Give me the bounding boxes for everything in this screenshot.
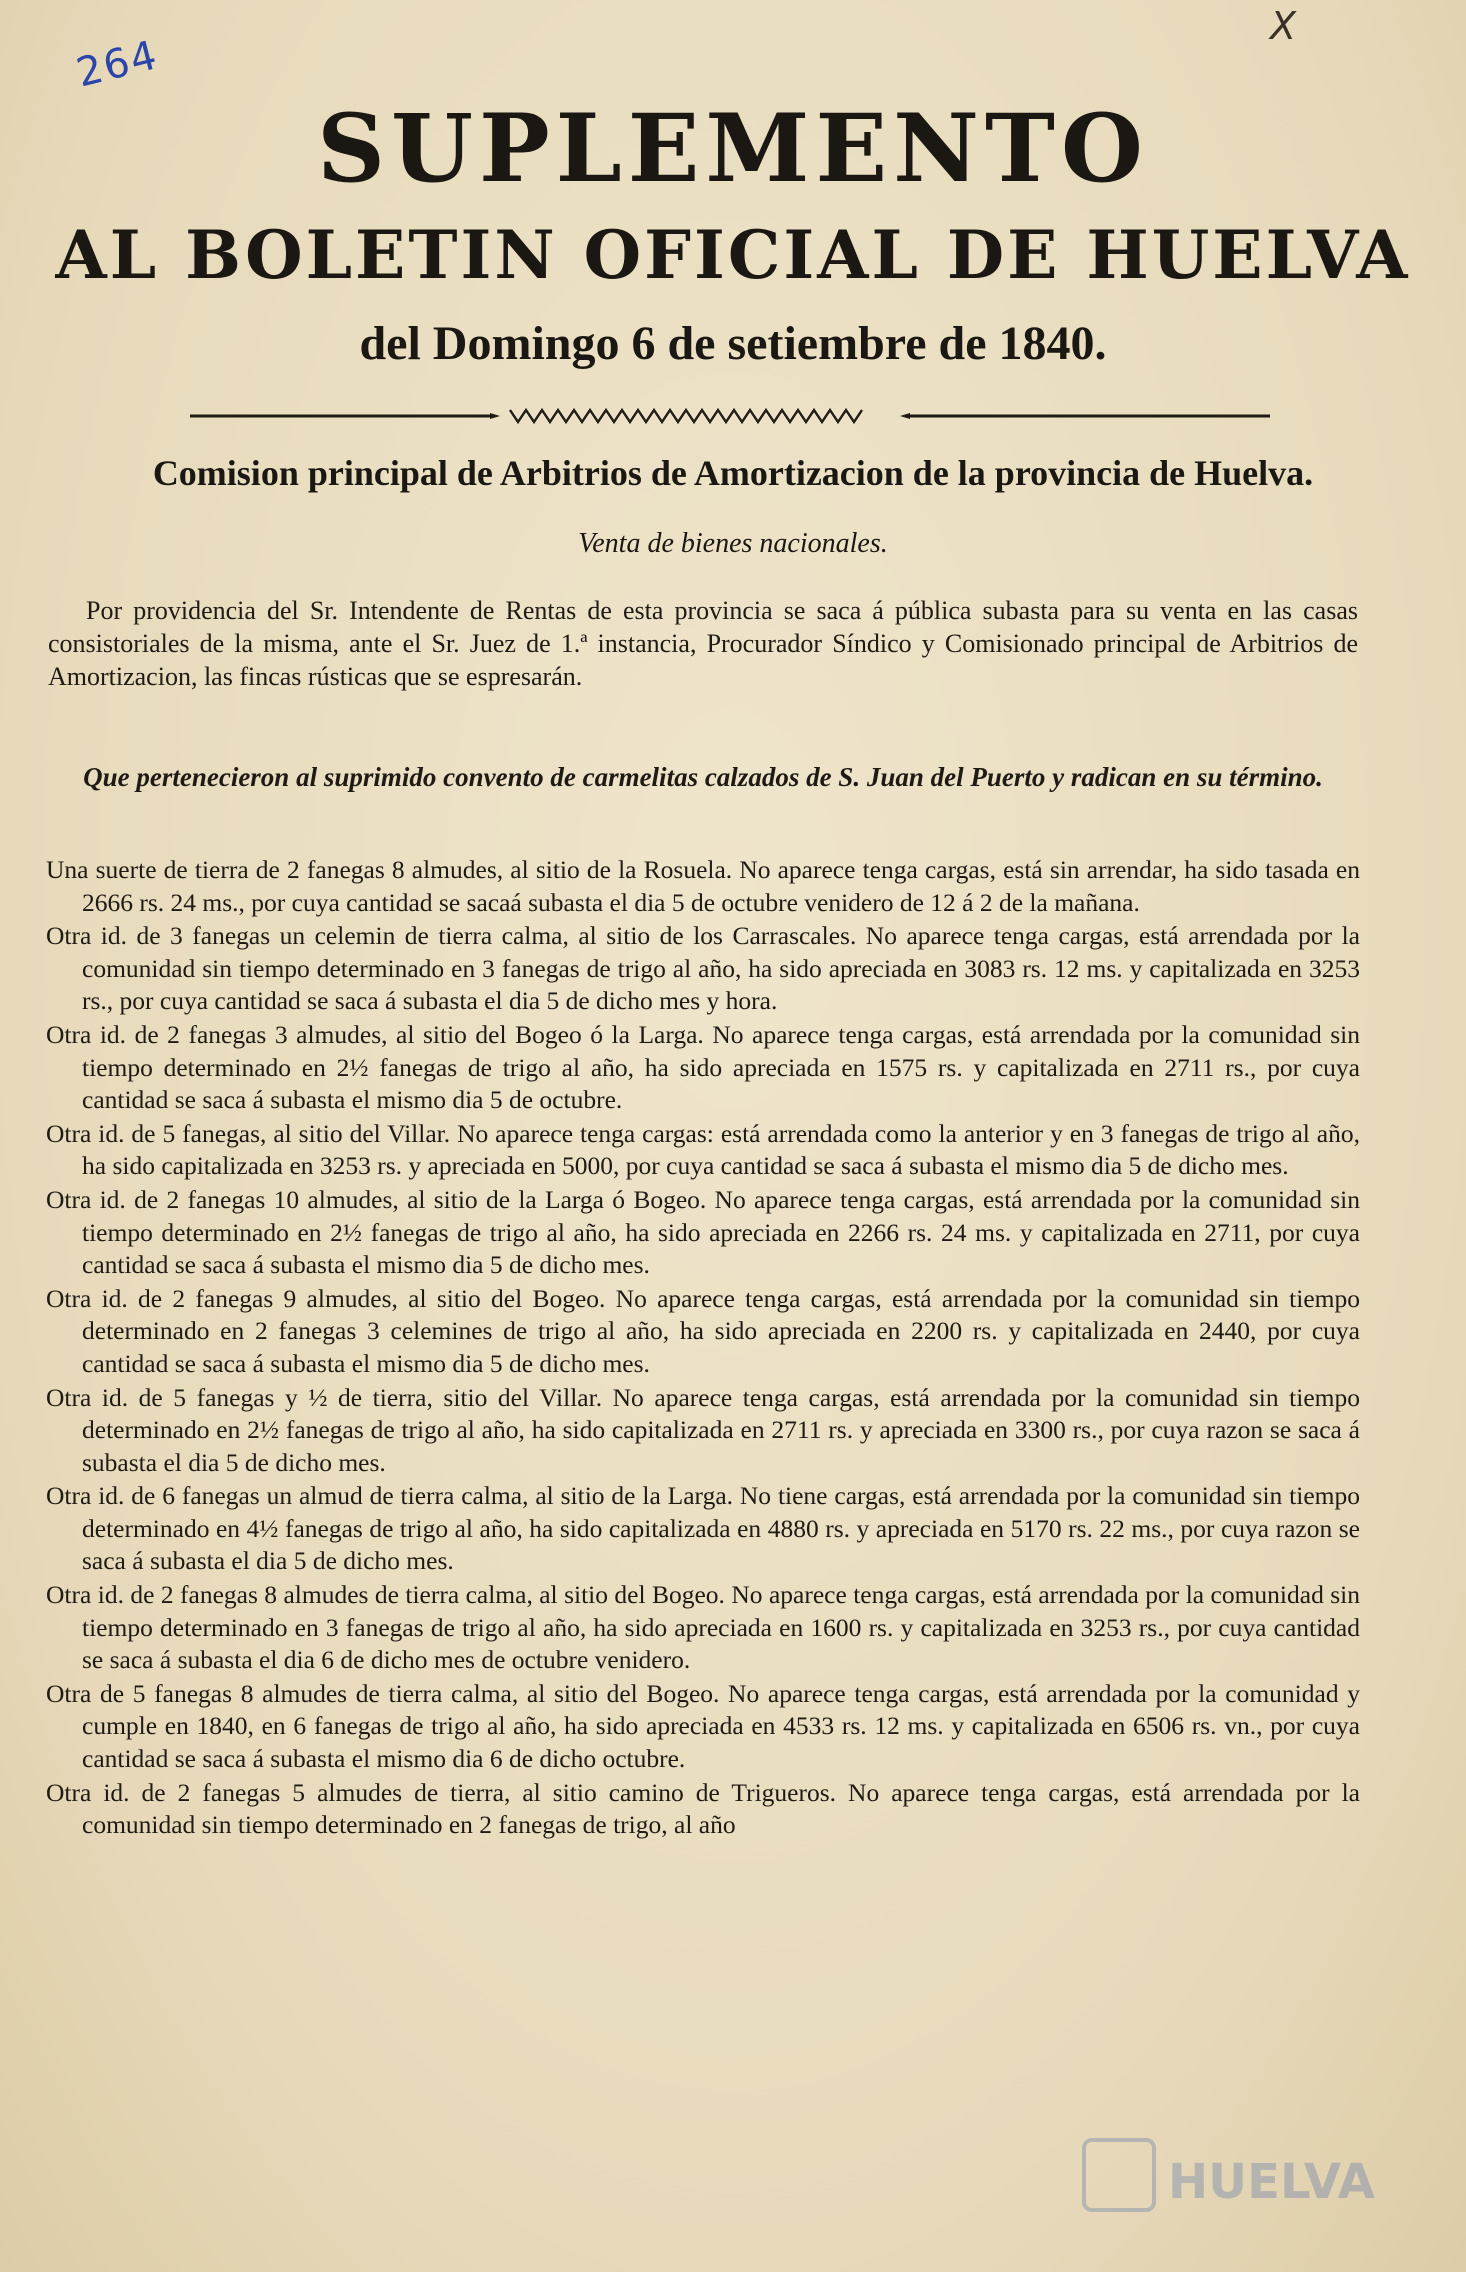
- stamp-text: HUELVA: [1168, 2154, 1375, 2210]
- commission-heading: Comision principal de Arbitrios de Amortizacion de la provincia de Huelva.: [152, 453, 1314, 493]
- property-listing: Otra id. de 5 fanegas, al sitio del Villar. No aparece tenga cargas: está arrendada como la anterior y en 3 fanegas de trigo al año, ha sido capitalizada en 3253 rs. y apreciada en 5000, por cuya cantidad se saca á subasta el mismo dia 5 de dicho mes.: [46, 1118, 1360, 1181]
- library-watermark-stamp: [1080, 2120, 1380, 2230]
- property-listing: Otra id. de 6 fanegas un almud de tierra calma, al sitio de la Larga. No tiene cargas, está arrendada por la comunidad sin tiempo determinado en 4½ fanegas de trigo al año, ha sido capitalizada en 4880 rs. y apreciada en 5170 rs. 22 ms., por cuya razon se saca á subasta el dia 5 de dicho mes.: [46, 1481, 1360, 1576]
- document-title: SUPLEMENTO: [317, 94, 1149, 204]
- property-listing: Otra id. de 2 fanegas 3 almudes, al sitio del Bogeo ó la Larga. No aparece tenga cargas, está arrendada por la comunidad sin tiempo determinado en 2½ fanegas de trigo al año, ha sido apreciada en 1575 rs. y capitalizada en 2711 rs., por cuya cantidad se saca á subasta el mismo dia 5 de octubre.: [46, 1019, 1360, 1115]
- intro-paragraph: Por providencia del Sr. Intendente de Rentas de esta provincia se saca á pública subasta para su venta en las casas consistoriales de la misma, ante el Sr. Juez de 1.ª instancia, Procurador Síndico y Comisionado principal de Arbitrios de Amortizacion, las fincas rústicas que se espresarán.: [48, 596, 1358, 691]
- property-listing: Una suerte de tierra de 2 fanegas 8 almudes, al sitio de la Rosuela. No aparece tenga cargas, está sin arrendar, ha sido tasada en 2666 rs. 24 ms., por cuya cantidad se sacaá subasta el dia 5 de octubre venidero de 12 á 2 de la mañana.: [46, 855, 1360, 917]
- property-listing: Otra id. de 2 fanegas 8 almudes de tierra calma, al sitio del Bogeo. No aparece tenga cargas, está arrendada por la comunidad sin tiempo determinado en 3 fanegas de trigo al año, ha sido apreciada en 1600 rs. y capitalizada en 3253 rs., por cuya cantidad se saca á subasta el dia 6 de dicho mes de octubre venidero.: [46, 1580, 1360, 1675]
- handwritten-page-number: 264: [72, 32, 164, 97]
- property-listing: Otra id. de 3 fanegas un celemin de tierra calma, al sitio de los Carrascales. No aparece tenga cargas, está arrendada por la comunidad sin tiempo determinado en 3 fanegas de trigo al año, ha sido apreciada en 3083 rs. 12 ms. y capitalizada en 3253 rs., por cuya cantidad se saca á subasta el dia 5 de dicho mes y hora.: [46, 921, 1360, 1016]
- property-listing: Otra id. de 5 fanegas y ½ de tierra, sitio del Villar. No aparece tenga cargas, está arrendada por la comunidad sin tiempo determinado en 2½ fanegas de trigo al año, ha sido capitalizada en 2711 rs. y apreciada en 3300 rs., por cuya razon se saca á subasta el dia 5 de dicho mes.: [46, 1382, 1360, 1477]
- convent-section-heading: Que pertenecieron al suprimido convento de carmelitas calzados de S. Juan del Puerto y radican en su término.: [83, 762, 1323, 792]
- property-listing: Otra id. de 2 fanegas 5 almudes de tierra, al sitio camino de Trigueros. No aparece tenga cargas, está arrendada por la comunidad sin tiempo determinado en 2 fanegas de trigo, al año: [46, 1777, 1360, 1840]
- document-subtitle: AL BOLETIN OFICIAL DE HUELVA: [55, 216, 1411, 294]
- document-date: del Domingo 6 de setiembre de 1840.: [359, 317, 1107, 370]
- property-listings: [46, 854, 1360, 1843]
- ornamental-rule-divider: [190, 404, 1270, 428]
- property-listing: Otra de 5 fanegas 8 almudes de tierra calma, al sitio del Bogeo. No aparece tenga cargas, está arrendada por la comunidad y cumple en 1840, en 6 fanegas de trigo al año, ha sido apreciada en 4533 rs. 12 ms. y capitalizada en 6506 rs. vn., por cuya cantidad se saca á subasta el mismo dia 6 de dicho octubre.: [46, 1678, 1360, 1774]
- property-listing: Otra id. de 2 fanegas 10 almudes, al sitio de la Larga ó Bogeo. No aparece tenga cargas, está arrendada por la comunidad sin tiempo determinado en 2½ fanegas de trigo al año, ha sido apreciada en 2266 rs. 24 ms. y capitalizada en 2711, por cuya cantidad se saca á subasta el mismo dia 5 de dicho mes.: [46, 1184, 1360, 1280]
- property-listing: Otra id. de 2 fanegas 9 almudes, al sitio del Bogeo. No aparece tenga cargas, está arrendada por la comunidad sin tiempo determinado en 2 fanegas 3 celemines de trigo al año, ha sido apreciada en 2200 rs. y capitalizada en 2440, por cuya cantidad se saca á subasta el mismo dia 5 de dicho mes.: [46, 1283, 1360, 1378]
- sale-subheading: Venta de bienes nacionales.: [578, 528, 888, 559]
- handwritten-corner-mark: X: [1270, 4, 1297, 48]
